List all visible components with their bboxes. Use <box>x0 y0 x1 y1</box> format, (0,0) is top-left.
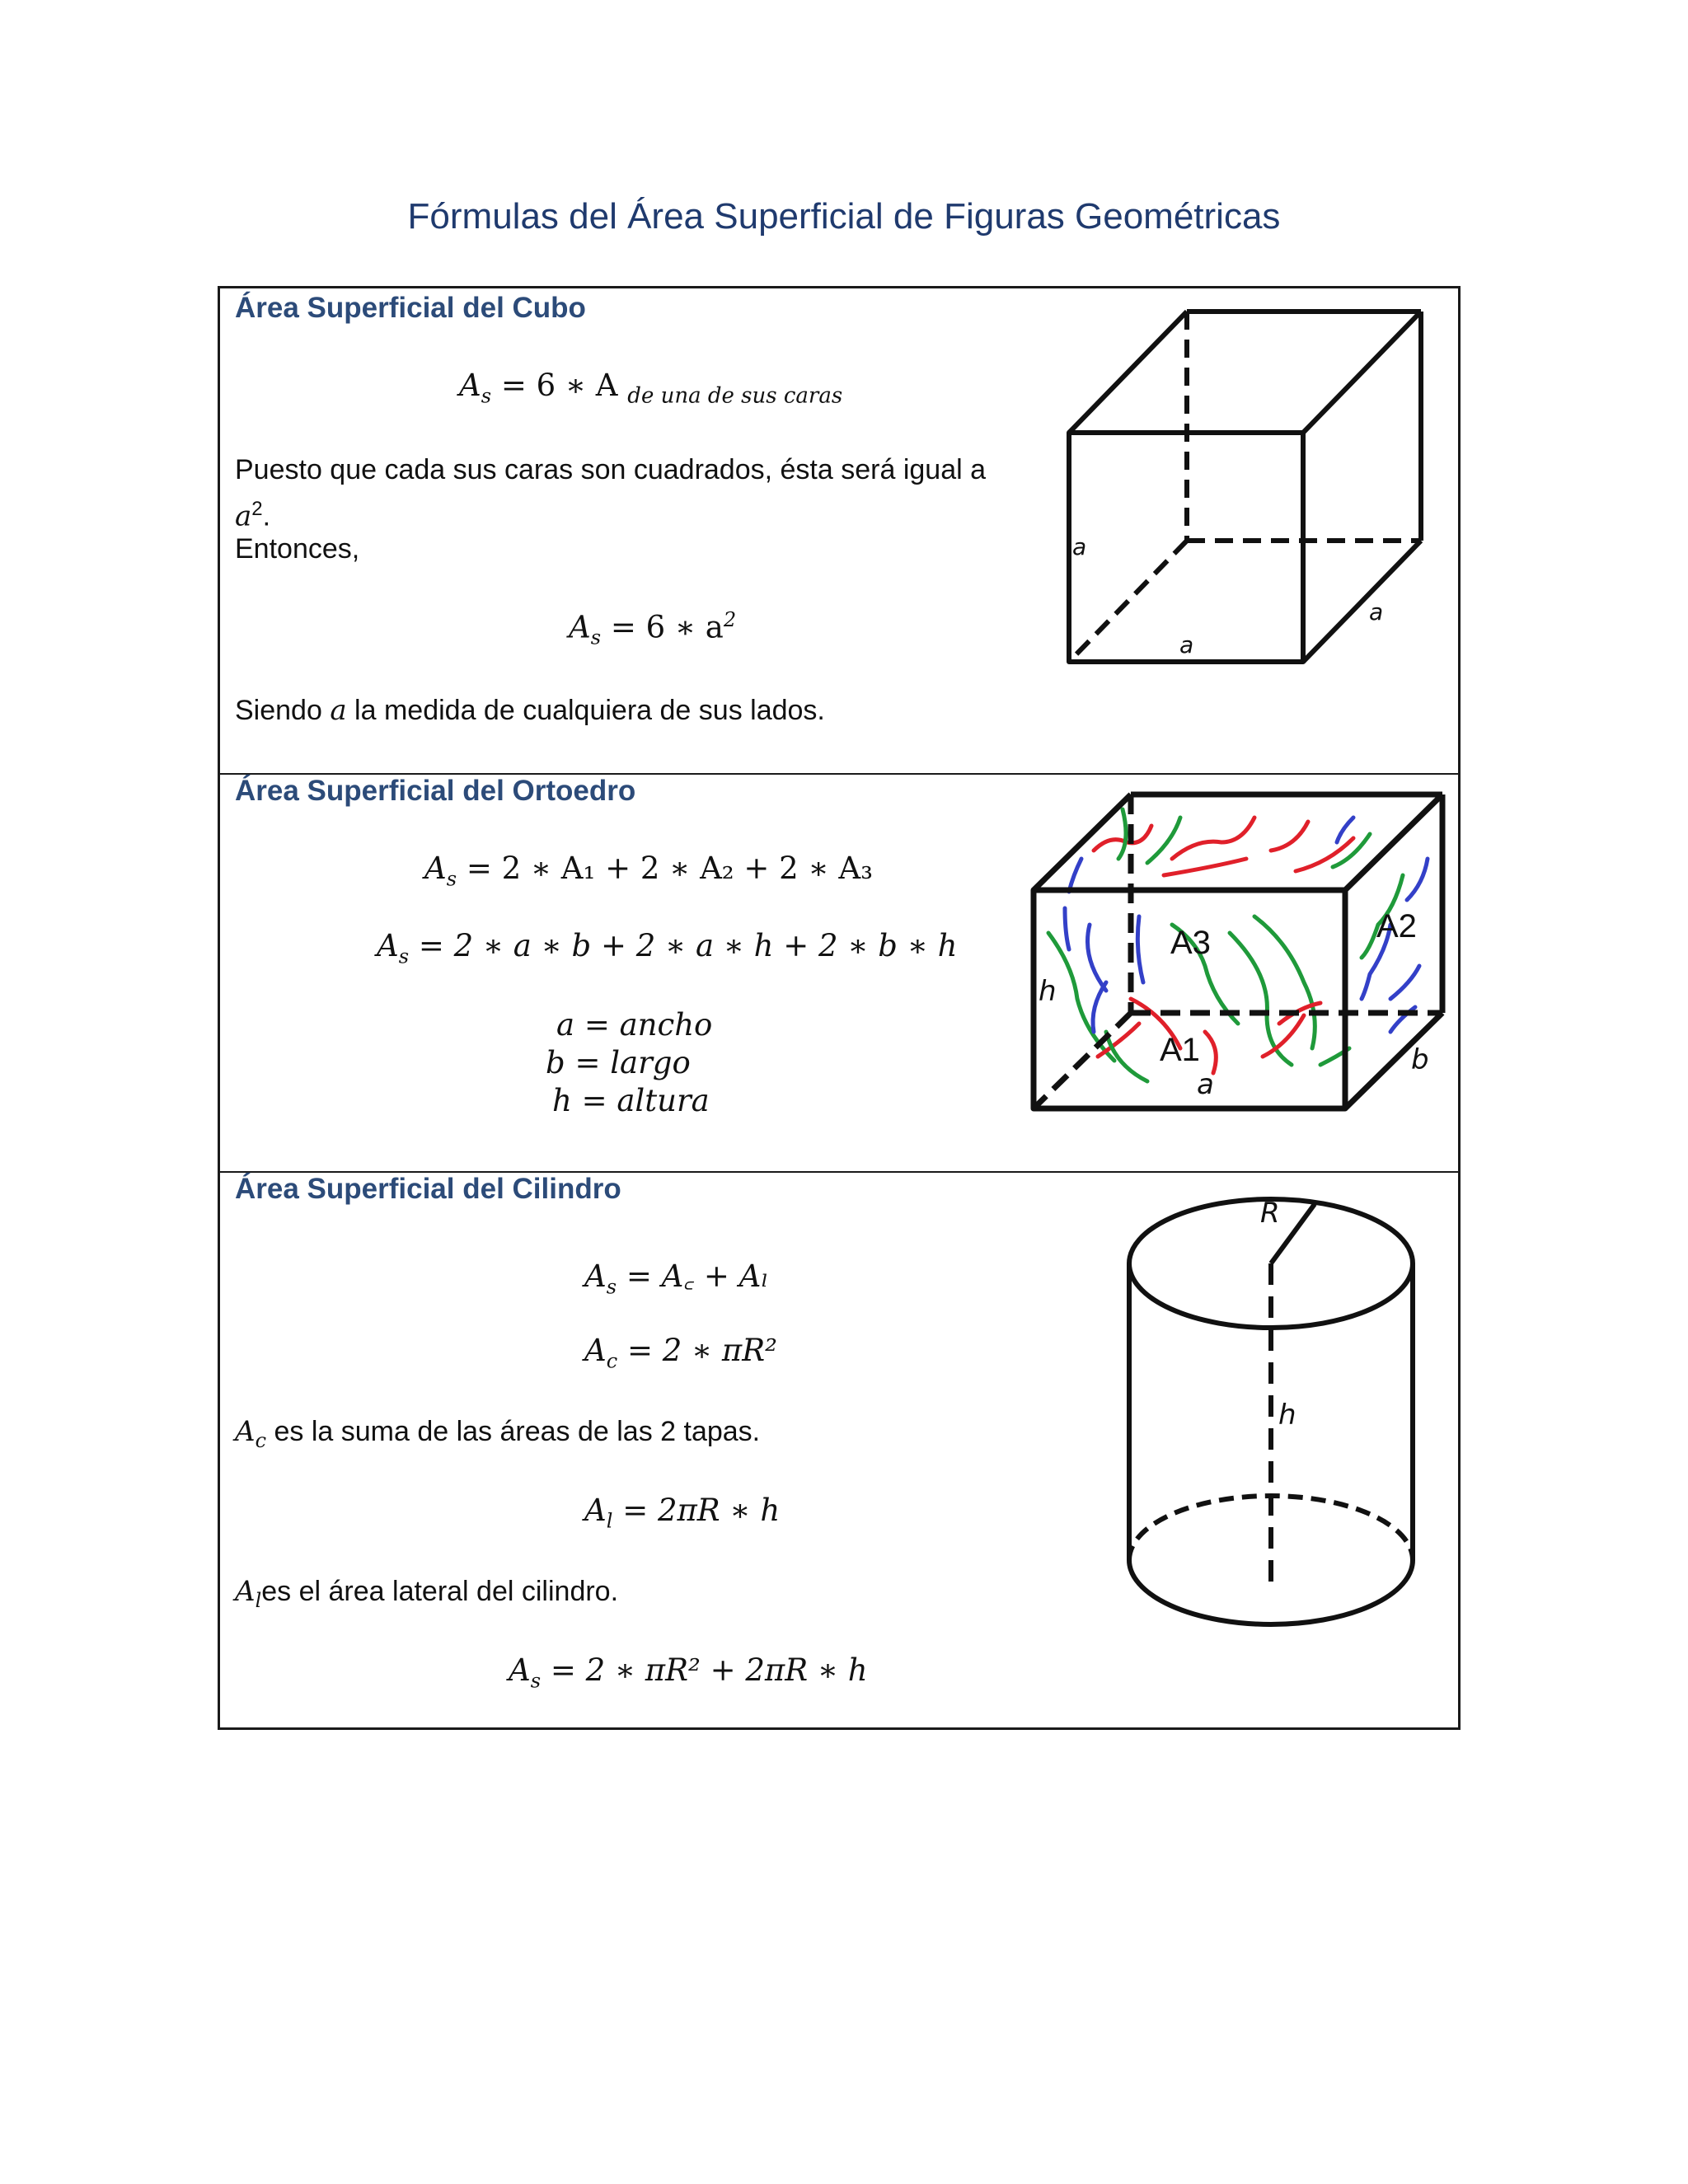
cube-formula-1-lhs: A <box>459 368 481 403</box>
cyl-text-2: $A_les$ el área lateral del cilindro. <box>235 1575 619 1612</box>
cube-text-1-end: . <box>262 500 271 532</box>
ortho-label-a3: A3 <box>1170 925 1211 961</box>
cyl-label-r: R <box>1260 1197 1280 1230</box>
cube-text-1-body: Puesto que cada sus caras son cuadrados, ésta será igual a <box>235 454 987 485</box>
cube-section <box>220 288 1458 775</box>
ortho-heading: Área Superficial del Ortoedro <box>235 775 636 807</box>
cyl-text-1: $A_c$ es la suma de las áreas de las 2 tapas. <box>235 1415 761 1452</box>
ortho-label-a: a <box>1197 1068 1214 1101</box>
cube-formula-2-rhs: = 6 ∗ a <box>601 609 724 645</box>
cyl-text-1-body: es la suma de las áreas de las 2 tapas. <box>266 1416 761 1447</box>
cube-text-3-pre: Siendo <box>235 695 331 726</box>
ortho-front-face <box>1034 890 1345 1108</box>
cube-text-3 <box>235 691 825 730</box>
cyl-label-h: h <box>1278 1399 1296 1432</box>
cube-label-height: a <box>1072 533 1087 560</box>
cube-formula-2-exp: 2 <box>723 608 737 631</box>
cyl-formula-1: $A_s$ = A꜀ + Aₗ <box>584 1258 769 1299</box>
ortho-formula-1: $A_s = 2$ ∗ A₁ + 2 ∗ A₂ + 2 ∗ A₃ <box>424 851 873 891</box>
cyl-formula-4: $A_s = 2$ ∗ πR² + 2πR ∗ h <box>509 1652 868 1693</box>
cube-formula-1 <box>459 368 842 408</box>
cube-heading: Área Superficial del Cubo <box>235 292 586 324</box>
cyl-formula-2: $A_c = 2$ ∗ πR² <box>584 1333 777 1373</box>
cyl-formula-4-rhs: = 2 ∗ πR² + 2πR ∗ h <box>550 1652 868 1688</box>
cube-diagram <box>1061 297 1448 668</box>
cube-text-1 <box>235 450 1043 536</box>
ortho-label-a1: A1 <box>1160 1032 1200 1068</box>
cyl-formula-1-rhs: = A꜀ + Aₗ <box>626 1258 769 1294</box>
formula-table <box>218 286 1461 1730</box>
ortho-diagram <box>1024 785 1448 1131</box>
ortho-label-a2: A2 <box>1376 908 1417 944</box>
cube-formula-1-lhs-sub: s <box>481 384 492 408</box>
ortho-formula-1-rhs: = 2 ∗ A₁ + 2 ∗ A₂ + 2 ∗ A₃ <box>466 851 873 886</box>
cube-formula-2: $A_s = 6$ ∗ $a^2$ <box>569 608 737 649</box>
cyl-text-2-body: es el área lateral del cilindro. <box>261 1576 619 1607</box>
cube-text-1-var: a <box>235 499 252 533</box>
cube-label-depth: a <box>1369 598 1384 626</box>
ortho-def-b: b = largo <box>546 1045 691 1080</box>
page-title: Fórmulas del Área Superficial de Figuras Geométricas <box>407 196 1281 237</box>
cube-text-3-var: a <box>330 694 347 727</box>
cylinder-diagram <box>1118 1189 1423 1634</box>
cube-text-2: Entonces, <box>235 533 360 565</box>
ortho-def-a: a = ancho <box>556 1007 713 1043</box>
cyl-formula-2-rhs: = 2 ∗ πR² <box>626 1333 777 1368</box>
cube-formula-1-sub: de una de sus caras <box>627 383 843 409</box>
cube-label-width: a <box>1179 631 1194 658</box>
ortho-label-h: h <box>1039 975 1057 1008</box>
ortho-label-b: b <box>1411 1043 1429 1076</box>
ortho-formula-2-rhs: = 2 ∗ a ∗ b + 2 ∗ a ∗ h + 2 ∗ b ∗ h <box>418 928 958 963</box>
cyl-section <box>220 1173 1458 1730</box>
cyl-heading: Área Superficial del Cilindro <box>235 1173 621 1205</box>
ortho-section <box>220 775 1458 1173</box>
cube-text-1-exp: 2 <box>251 498 263 520</box>
cyl-formula-3-rhs: = 2πR ∗ h <box>622 1493 781 1528</box>
ortho-def-h: h = altura <box>552 1083 710 1118</box>
cube-text-3-post: la medida de cualquiera de sus lados. <box>346 695 825 726</box>
ortho-formula-2: $A_s = 2$ ∗ a ∗ b + 2 ∗ a ∗ h + 2 ∗ b ∗ h <box>377 928 958 968</box>
cyl-formula-3: $A_l = 2\pi R$ ∗ h <box>584 1493 781 1533</box>
cube-formula-1-mid: = 6 ∗ A <box>491 368 618 403</box>
